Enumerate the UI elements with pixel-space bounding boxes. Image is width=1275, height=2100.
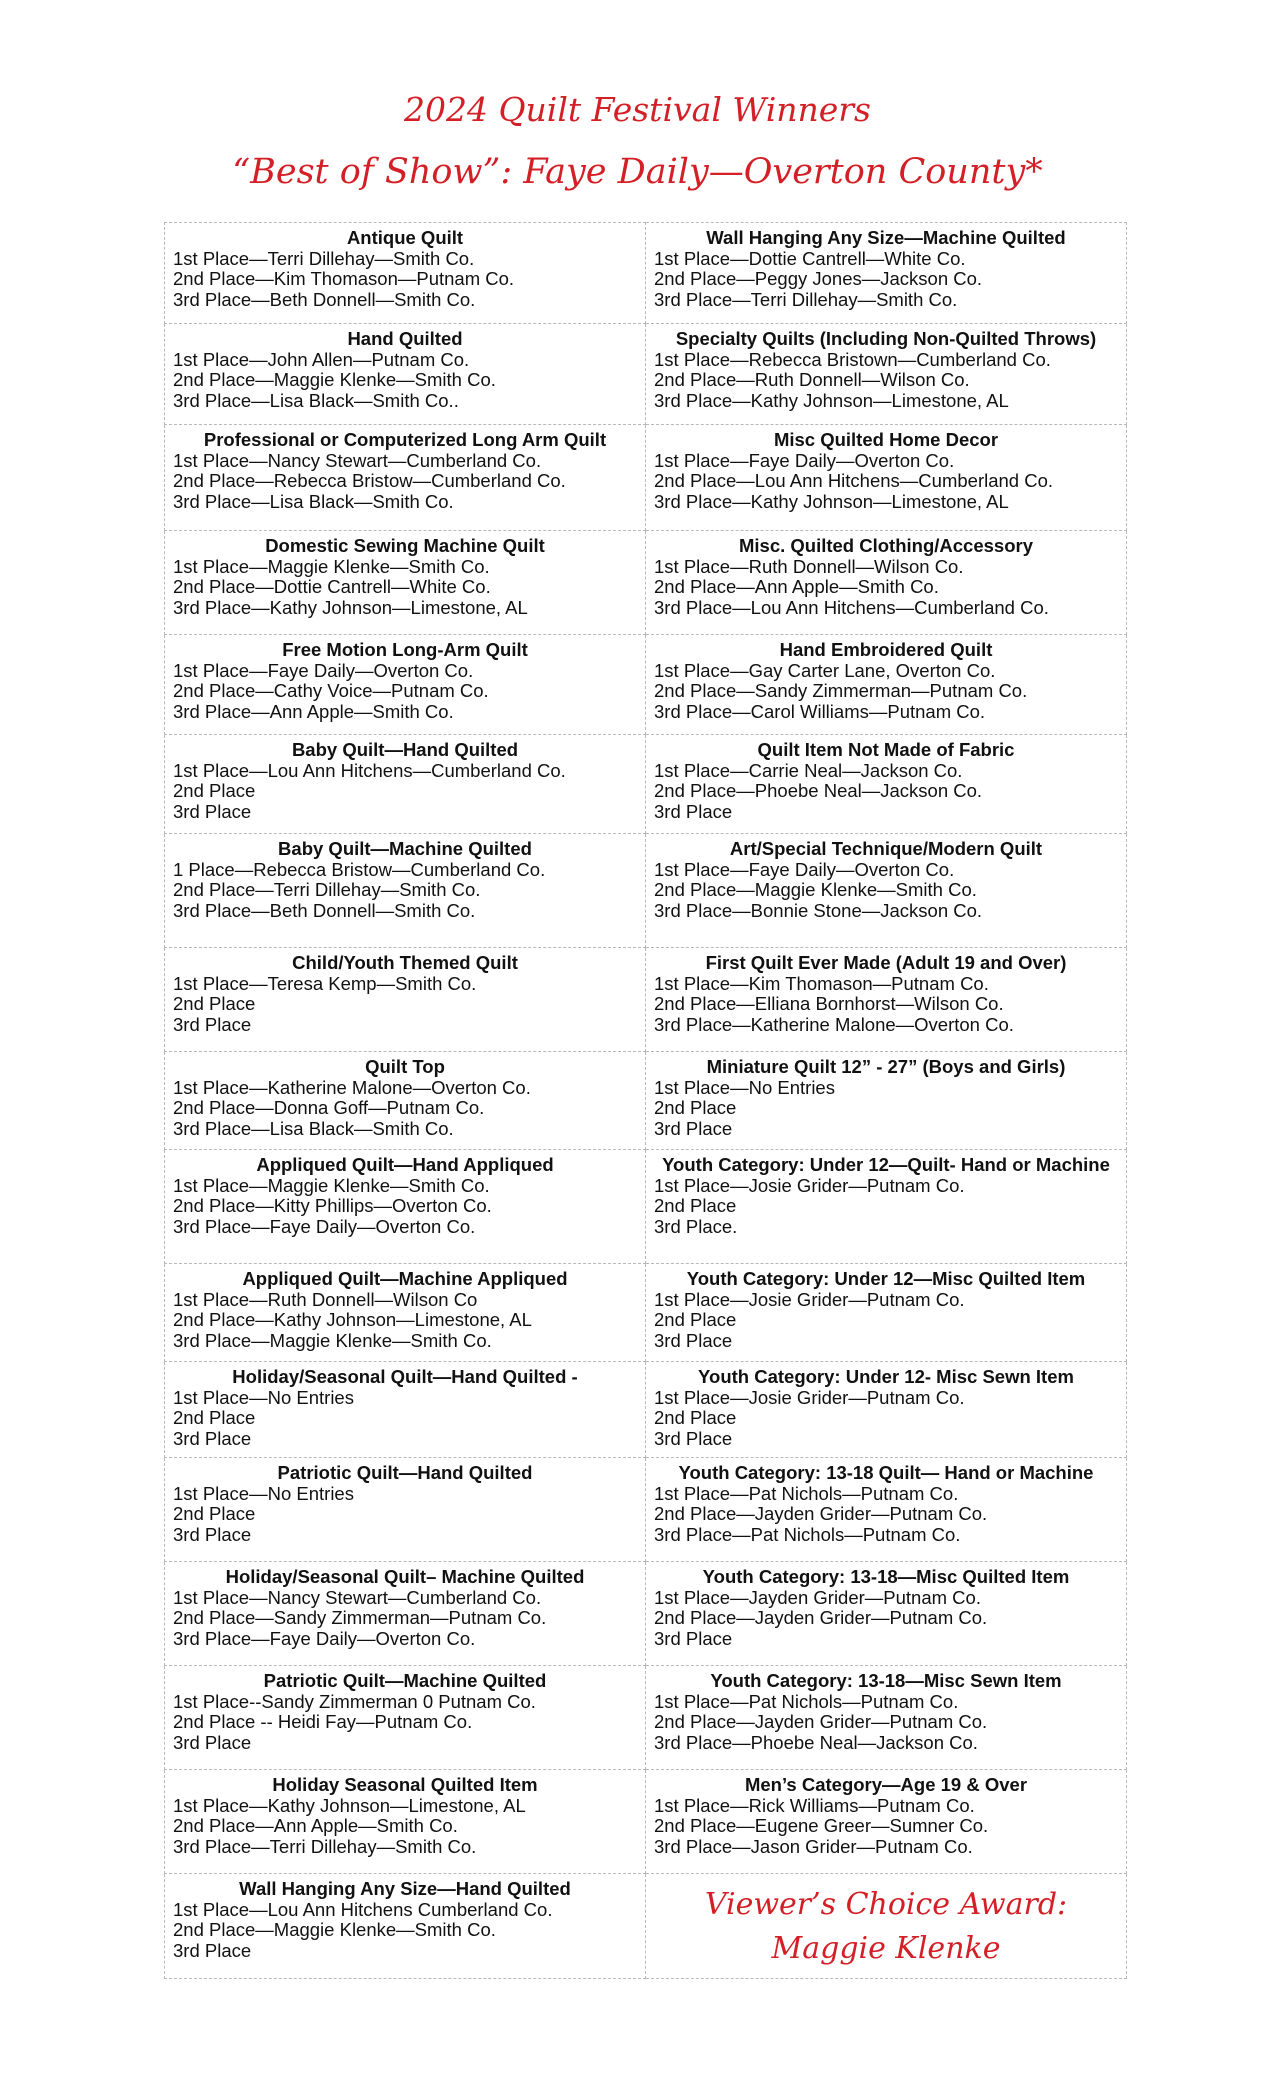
placement-entry: 3rd Place—Lou Ann Hitchens—Cumberland Co. — [654, 597, 1049, 619]
category-cell — [646, 635, 1127, 735]
placement-entry: 3rd Place—Pat Nichols—Putnam Co. — [654, 1524, 961, 1546]
placement-entry: 3rd Place—Maggie Klenke—Smith Co. — [173, 1330, 492, 1352]
category-title: Quilt Top — [365, 1056, 445, 1077]
placement-entry: 3rd Place — [173, 801, 252, 823]
table-row — [165, 1874, 1127, 1979]
category-title: Youth Category: 13-18—Misc Sewn Item — [710, 1670, 1062, 1691]
category-title: Hand Embroidered Quilt — [779, 639, 993, 660]
category-title: Holiday/Seasonal Quilt– Machine Quilted — [225, 1566, 585, 1587]
category-title: Domestic Sewing Machine Quilt — [265, 535, 545, 556]
category-title: Patriotic Quilt—Hand Quilted — [277, 1462, 533, 1483]
table-row — [165, 1458, 1127, 1562]
category-title: Misc Quilted Home Decor — [773, 429, 999, 450]
placement-entry: 2nd Place — [654, 1195, 737, 1217]
placement-entry: 3rd Place—Lisa Black—Smith Co. — [173, 1118, 454, 1140]
placement-entry: 1st Place—No Entries — [654, 1076, 835, 1098]
category-title: Youth Category: Under 12—Misc Quilted Item — [686, 1268, 1086, 1289]
placement-entry: 1st Place—Terri Dillehay—Smith Co. — [173, 247, 475, 269]
placement-entry: 1st Place—Lou Ann Hitchens—Cumberland Co. — [173, 759, 566, 781]
placement-entry: 1st Place—Gay Carter Lane, Overton Co. — [654, 659, 996, 681]
table-row — [165, 1666, 1127, 1770]
placement-entry: 3rd Place—Beth Donnell—Smith Co. — [173, 900, 476, 922]
category-title: Baby Quilt—Hand Quilted — [291, 739, 519, 760]
category-cell — [165, 735, 646, 834]
placement-entry: 2nd Place — [654, 1407, 737, 1429]
placement-entry: 1st Place—Nancy Stewart—Cumberland Co. — [173, 449, 542, 471]
placement-entry: 1st Place—Carrie Neal—Jackson Co. — [654, 759, 963, 781]
category-cell — [165, 1264, 646, 1362]
placement-entry: 1st Place—Josie Grider—Putnam Co. — [654, 1174, 965, 1196]
placement-entry: 3rd Place — [654, 1428, 733, 1450]
category-cell — [165, 1770, 646, 1874]
placement-entry: 2nd Place—Cathy Voice—Putnam Co. — [173, 680, 489, 702]
placement-entry: 2nd Place—Sandy Zimmerman—Putnam Co. — [173, 1607, 547, 1629]
placement-entry: 2nd Place—Kitty Phillips—Overton Co. — [173, 1195, 492, 1217]
placement-entry: 1st Place—No Entries — [173, 1482, 354, 1504]
category-title: Holiday/Seasonal Quilt—Hand Quilted - — [232, 1366, 578, 1387]
placement-entry: 3rd Place — [654, 1118, 733, 1140]
category-cell — [646, 1770, 1127, 1874]
placement-entry: 3rd Place—Jason Grider—Putnam Co. — [654, 1836, 973, 1858]
placement-entry: 1st Place—Ruth Donnell—Wilson Co. — [654, 555, 964, 577]
placement-entry: 2nd Place — [173, 1407, 256, 1429]
category-cell — [646, 425, 1127, 531]
placement-entry: 1st Place—Teresa Kemp—Smith Co. — [173, 972, 477, 994]
placement-entry: 3rd Place. — [654, 1216, 738, 1238]
category-title: Antique Quilt — [346, 227, 464, 248]
placement-entry: 3rd Place — [654, 1628, 733, 1650]
placement-entry: 1st Place—Pat Nichols—Putnam Co. — [654, 1482, 959, 1504]
placement-entry: 2nd Place—Lou Ann Hitchens—Cumberland Co. — [654, 470, 1054, 492]
placement-entry: 2nd Place — [173, 1503, 256, 1525]
category-title: Quilt Item Not Made of Fabric — [757, 739, 1015, 760]
viewers-choice-award — [646, 1874, 1127, 1979]
category-title: Wall Hanging Any Size—Machine Quilted — [706, 227, 1066, 248]
category-title: Specialty Quilts (Including Non-Quilted Throws) — [675, 328, 1097, 349]
placement-entry: 1st Place—No Entries — [173, 1386, 354, 1408]
placement-entry: 3rd Place—Bonnie Stone—Jackson Co. — [654, 900, 983, 922]
placement-entry: 3rd Place—Faye Daily—Overton Co. — [173, 1628, 476, 1650]
category-title: Hand Quilted — [347, 328, 463, 349]
placement-entry: 1st Place—Faye Daily—Overton Co. — [173, 659, 474, 681]
placement-entry: 2nd Place—Maggie Klenke—Smith Co. — [173, 369, 496, 391]
placement-entry: 1st Place—Rebecca Bristown—Cumberland Co. — [654, 348, 1051, 370]
winners-table — [164, 222, 1127, 1979]
category-cell — [165, 1874, 646, 1979]
placement-entry: 2nd Place — [654, 1097, 737, 1119]
category-title: Patriotic Quilt—Machine Quilted — [263, 1670, 547, 1691]
placement-entry: 1st Place—Maggie Klenke—Smith Co. — [173, 1174, 490, 1196]
category-title: Miniature Quilt 12” - 27” (Boys and Girls) — [706, 1056, 1066, 1077]
category-cell — [165, 1052, 646, 1150]
category-title: Youth Category: Under 12- Misc Sewn Item — [698, 1366, 1074, 1387]
category-title: Professional or Computerized Long Arm Quilt — [203, 429, 607, 450]
placement-entry: 1st Place—Maggie Klenke—Smith Co. — [173, 555, 490, 577]
placement-entry: 2nd Place—Kim Thomason—Putnam Co. — [173, 268, 515, 290]
placement-entry: 3rd Place—Kathy Johnson—Limestone, AL — [173, 597, 528, 619]
category-cell — [646, 1264, 1127, 1362]
table-row — [165, 834, 1127, 948]
placement-entry: 1st Place—Faye Daily—Overton Co. — [654, 449, 955, 471]
category-cell — [165, 425, 646, 531]
placement-entry: 1 Place—Rebecca Bristow—Cumberland Co. — [173, 858, 546, 880]
placement-entry: 2nd Place—Rebecca Bristow—Cumberland Co. — [173, 470, 566, 492]
table-row — [165, 1052, 1127, 1150]
placement-entry: 3rd Place—Kathy Johnson—Limestone, AL — [654, 491, 1009, 513]
placement-entry: 3rd Place — [173, 1940, 252, 1962]
table-row — [165, 1562, 1127, 1666]
placement-entry: 2nd Place—Ann Apple—Smith Co. — [654, 576, 939, 598]
placement-entry: 3rd Place — [654, 801, 733, 823]
placement-entry: 3rd Place — [173, 1428, 252, 1450]
category-cell — [165, 223, 646, 324]
category-cell — [165, 1666, 646, 1770]
placement-entry: 2nd Place—Jayden Grider—Putnam Co. — [654, 1607, 988, 1629]
category-title: Holiday Seasonal Quilted Item — [272, 1774, 538, 1795]
placement-entry: 2nd Place—Maggie Klenke—Smith Co. — [173, 1919, 496, 1941]
viewers-choice-label: Viewer’s Choice Award: — [704, 1886, 1068, 1922]
category-title: Appliqued Quilt—Machine Appliqued — [242, 1268, 568, 1289]
category-cell — [646, 1458, 1127, 1562]
category-cell — [165, 324, 646, 425]
placement-entry: 2nd Place -- Heidi Fay—Putnam Co. — [173, 1711, 473, 1733]
placement-entry: 1st Place--Sandy Zimmerman 0 Putnam Co. — [173, 1690, 536, 1712]
category-title: Appliqued Quilt—Hand Appliqued — [256, 1154, 554, 1175]
placement-entry: 3rd Place—Terri Dillehay—Smith Co. — [173, 1836, 477, 1858]
category-cell — [165, 1458, 646, 1562]
placement-entry: 2nd Place—Ann Apple—Smith Co. — [173, 1815, 458, 1837]
table-row — [165, 1264, 1127, 1362]
category-title: Youth Category: 13-18—Misc Quilted Item — [702, 1566, 1070, 1587]
table-row — [165, 1770, 1127, 1874]
placement-entry: 3rd Place—Phoebe Neal—Jackson Co. — [654, 1732, 978, 1754]
placement-entry: 3rd Place—Lisa Black—Smith Co.. — [173, 390, 459, 412]
placement-entry: 3rd Place — [173, 1524, 252, 1546]
category-cell — [646, 834, 1127, 948]
table-row — [165, 223, 1127, 324]
placement-entry: 2nd Place—Dottie Cantrell—White Co. — [173, 576, 491, 598]
placement-entry: 3rd Place—Kathy Johnson—Limestone, AL — [654, 390, 1009, 412]
placement-entry: 1st Place—Lou Ann Hitchens Cumberland Co. — [173, 1898, 553, 1920]
category-title: Art/Special Technique/Modern Quilt — [729, 838, 1043, 859]
category-cell — [646, 1666, 1127, 1770]
category-title: First Quilt Ever Made (Adult 19 and Over) — [705, 952, 1067, 973]
placement-entry: 3rd Place—Lisa Black—Smith Co. — [173, 491, 454, 513]
placement-entry: 2nd Place—Kathy Johnson—Limestone, AL — [173, 1309, 532, 1331]
placement-entry: 2nd Place—Phoebe Neal—Jackson Co. — [654, 780, 983, 802]
category-title: Youth Category: 13-18 Quilt— Hand or Machine — [678, 1462, 1094, 1483]
placement-entry: 3rd Place—Faye Daily—Overton Co. — [173, 1216, 476, 1238]
category-cell — [646, 531, 1127, 635]
placement-entry: 3rd Place — [173, 1732, 252, 1754]
placement-entry: 3rd Place—Terri Dillehay—Smith Co. — [654, 289, 958, 311]
placement-entry: 1st Place—Rick Williams—Putnam Co. — [654, 1794, 975, 1816]
placement-entry: 3rd Place—Beth Donnell—Smith Co. — [173, 289, 476, 311]
placement-entry: 2nd Place—Jayden Grider—Putnam Co. — [654, 1711, 988, 1733]
placement-entry: 1st Place—Nancy Stewart—Cumberland Co. — [173, 1586, 542, 1608]
category-title: Free Motion Long-Arm Quilt — [282, 639, 528, 660]
table-row — [165, 948, 1127, 1052]
placement-entry: 2nd Place—Jayden Grider—Putnam Co. — [654, 1503, 988, 1525]
category-cell — [165, 834, 646, 948]
placement-entry: 2nd Place—Elliana Bornhorst—Wilson Co. — [654, 993, 1004, 1015]
category-cell — [165, 948, 646, 1052]
placement-entry: 2nd Place — [173, 993, 256, 1015]
placement-entry: 1st Place—Jayden Grider—Putnam Co. — [654, 1586, 981, 1608]
placement-entry: 1st Place—John Allen—Putnam Co. — [173, 348, 470, 370]
placement-entry: 1st Place—Pat Nichols—Putnam Co. — [654, 1690, 959, 1712]
placement-entry: 1st Place—Kim Thomason—Putnam Co. — [654, 972, 989, 994]
table-row — [165, 1362, 1127, 1458]
placement-entry: 1st Place—Katherine Malone—Overton Co. — [173, 1076, 531, 1098]
category-cell — [165, 531, 646, 635]
category-cell — [165, 1150, 646, 1264]
placement-entry: 3rd Place—Katherine Malone—Overton Co. — [654, 1014, 1014, 1036]
table-row — [165, 425, 1127, 531]
category-cell — [646, 735, 1127, 834]
placement-entry: 1st Place—Josie Grider—Putnam Co. — [654, 1386, 965, 1408]
table-row — [165, 635, 1127, 735]
placement-entry: 1st Place—Josie Grider—Putnam Co. — [654, 1288, 965, 1310]
table-row — [165, 735, 1127, 834]
placement-entry: 1st Place—Kathy Johnson—Limestone, AL — [173, 1794, 526, 1816]
placement-entry: 2nd Place—Ruth Donnell—Wilson Co. — [654, 369, 970, 391]
placement-entry: 2nd Place—Sandy Zimmerman—Putnam Co. — [654, 680, 1028, 702]
placement-entry: 1st Place—Ruth Donnell—Wilson Co — [173, 1288, 478, 1310]
page-title: 2024 Quilt Festival Winners — [403, 90, 871, 129]
placement-entry: 2nd Place—Peggy Jones—Jackson Co. — [654, 268, 983, 290]
category-cell — [646, 223, 1127, 324]
table-row — [165, 531, 1127, 635]
placement-entry: 2nd Place — [654, 1309, 737, 1331]
category-cell — [646, 1052, 1127, 1150]
placement-entry: 2nd Place—Eugene Greer—Sumner Co. — [654, 1815, 989, 1837]
placement-entry: 2nd Place — [173, 780, 256, 802]
category-title: Baby Quilt—Machine Quilted — [278, 838, 532, 859]
placement-entry: 3rd Place—Carol Williams—Putnam Co. — [654, 701, 986, 723]
placement-entry: 3rd Place — [173, 1014, 252, 1036]
placement-entry: 3rd Place—Ann Apple—Smith Co. — [173, 701, 454, 723]
category-cell — [165, 1562, 646, 1666]
placement-entry: 1st Place—Faye Daily—Overton Co. — [654, 858, 955, 880]
category-title: Child/Youth Themed Quilt — [292, 952, 518, 973]
table-row — [165, 1150, 1127, 1264]
category-cell — [165, 1362, 646, 1458]
category-title: Wall Hanging Any Size—Hand Quilted — [239, 1878, 571, 1899]
table-row — [165, 324, 1127, 425]
placement-entry: 2nd Place—Terri Dillehay—Smith Co. — [173, 879, 481, 901]
placement-entry: 2nd Place—Maggie Klenke—Smith Co. — [654, 879, 977, 901]
category-cell — [165, 635, 646, 735]
category-cell — [646, 1562, 1127, 1666]
category-cell — [646, 1362, 1127, 1458]
best-of-show-title: “Best of Show”: Faye Daily—Overton County* — [232, 152, 1043, 192]
placement-entry: 2nd Place—Donna Goff—Putnam Co. — [173, 1097, 485, 1119]
viewers-choice-winner: Maggie Klenke — [771, 1930, 1001, 1966]
category-cell — [646, 1150, 1127, 1264]
placement-entry: 1st Place—Dottie Cantrell—White Co. — [654, 247, 966, 269]
category-cell — [646, 948, 1127, 1052]
category-title: Youth Category: Under 12—Quilt- Hand or Machine — [662, 1154, 1110, 1175]
category-title: Misc. Quilted Clothing/Accessory — [738, 535, 1033, 556]
placement-entry: 3rd Place — [654, 1330, 733, 1352]
category-title: Men’s Category—Age 19 & Over — [744, 1774, 1028, 1795]
category-cell — [646, 324, 1127, 425]
